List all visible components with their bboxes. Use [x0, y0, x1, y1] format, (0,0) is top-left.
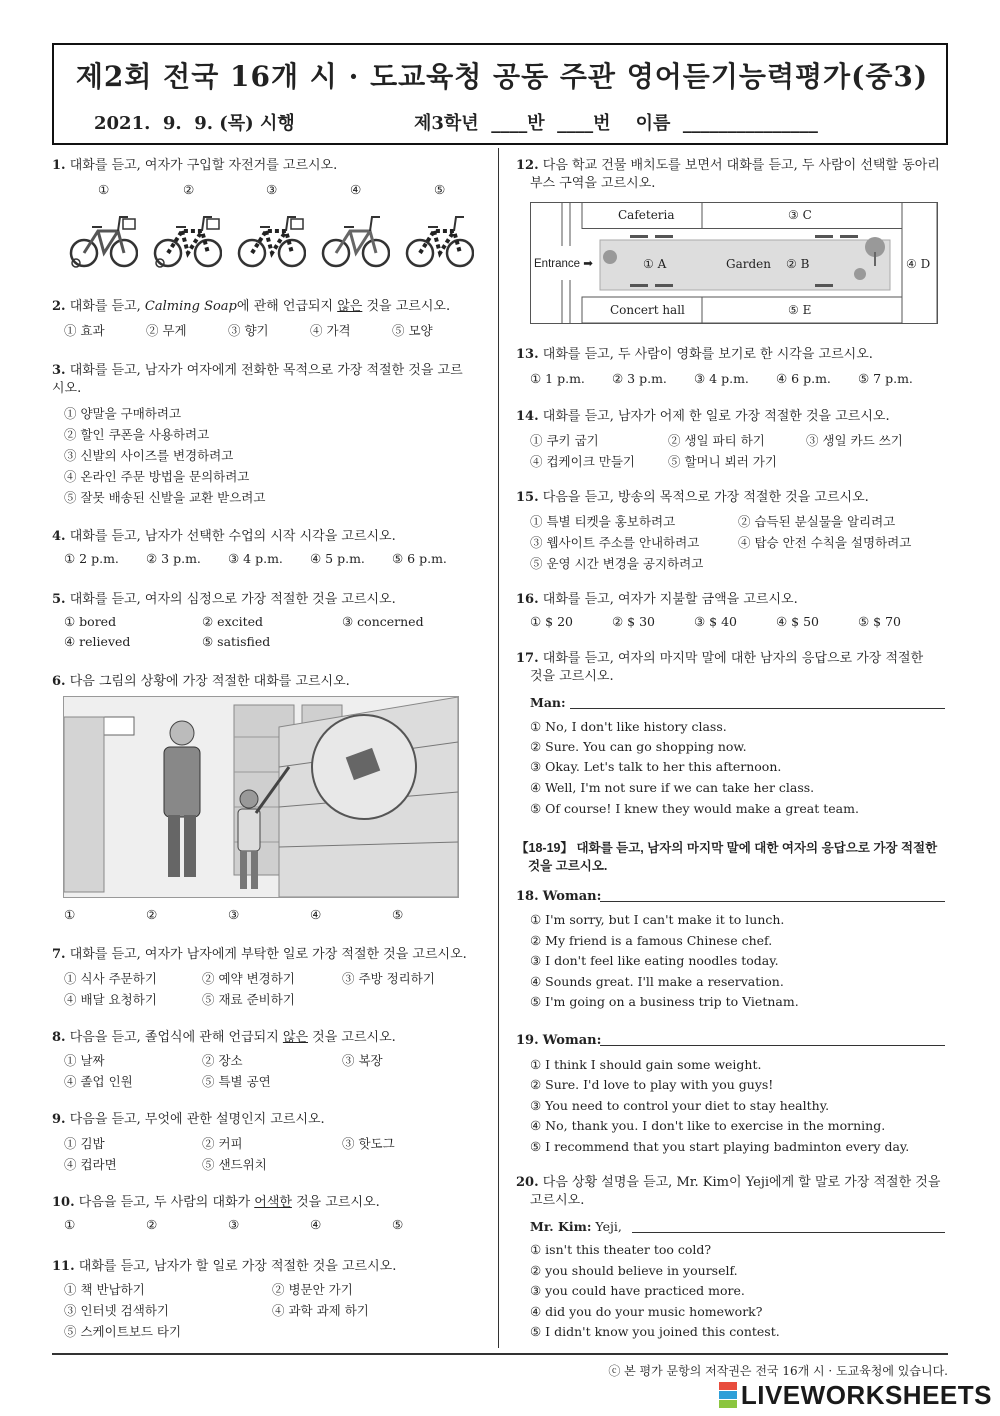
q9-option-5[interactable]: ⑤ 샌드위치	[202, 1157, 267, 1172]
map-option-a[interactable]: ① A	[643, 257, 667, 271]
q8-option-4[interactable]: ④ 졸업 인원	[64, 1074, 133, 1089]
q15-option-1[interactable]: ① 특별 티켓을 홍보하려고	[530, 514, 676, 529]
q2-option-1[interactable]: ① 효과	[64, 323, 105, 338]
q17-option-2[interactable]: ② Sure. You can go shopping now.	[530, 739, 747, 754]
question-number: 2.	[52, 299, 66, 314]
question-text: 다음을 듣고, 두 사람의 대화가	[78, 1195, 255, 1210]
q19-option-5[interactable]: ⑤ I recommend that you start playing badminton every day.	[530, 1139, 910, 1154]
q5-option-3[interactable]: ③ concerned	[342, 614, 424, 629]
q4-option-3[interactable]: ③ 4 p.m.	[228, 551, 283, 566]
q15-option-4[interactable]: ④ 탑승 안전 수칙을 설명하려고	[738, 535, 912, 550]
q3-option-5[interactable]: ⑤ 잘못 배송된 신발을 교환 받으려고	[64, 490, 266, 505]
q14-option-1[interactable]: ① 쿠키 굽기	[530, 433, 599, 448]
question-text: 다음 그림의 상황에 가장 적절한 대화를 고르시오.	[69, 674, 350, 689]
grade-class-name-line: 제3학년 ____반 ____번 이름 _______________	[414, 113, 818, 134]
question-number: 5.	[52, 592, 66, 607]
school-building-map	[530, 202, 938, 324]
map-garden-label: Garden	[726, 257, 771, 271]
question-number: 1.	[52, 158, 66, 173]
q9-option-1[interactable]: ① 김밥	[64, 1136, 105, 1151]
q15-option-5[interactable]: ⑤ 운영 시간 변경을 공지하려고	[530, 556, 704, 571]
q9-option-4[interactable]: ④ 컵라면	[64, 1157, 117, 1172]
q7-option-5[interactable]: ⑤ 재료 준비하기	[202, 992, 295, 1007]
page-title: 제2회 전국 16개 시 · 도교육청 공동 주관 영어듣기능력평가(중3)	[75, 60, 929, 93]
question-text-underlined: 어색한	[254, 1195, 292, 1210]
question-text: 시오.	[52, 381, 82, 396]
question-text: 다음 상황 설명을 듣고, Mr. Kim이 Yeji에게 할 말로 가장 적절한 것을	[542, 1175, 941, 1190]
question-12	[516, 157, 956, 193]
q3-option-3[interactable]: ③ 신발의 사이즈를 변경하려고	[64, 448, 234, 463]
question-4	[52, 528, 396, 546]
q17-speaker-label: Man:	[530, 695, 566, 710]
q6-option-3[interactable]: ③	[228, 907, 240, 922]
question-11	[52, 1258, 396, 1276]
q18-option-4[interactable]: ④ Sounds great. I'll make a reservation.	[530, 974, 784, 989]
q3-option-4[interactable]: ④ 온라인 주문 방법을 문의하려고	[64, 469, 250, 484]
liveworksheets-wordmark: LIVEWORKSHEETS	[740, 1380, 992, 1410]
q20-option-5[interactable]: ⑤ I didn't know you joined this contest.	[530, 1324, 780, 1339]
q8-option-5[interactable]: ⑤ 특별 공연	[202, 1074, 271, 1089]
q2-option-2[interactable]: ② 무게	[146, 323, 187, 338]
question-text: 대화를 듣고, 여자가 구입할 자전거를 고르시오.	[69, 158, 338, 173]
question-text: 대화를 듣고, 남자가 어제 한 일로 가장 적절한 것을 고르시오.	[542, 409, 890, 424]
question-number: 16.	[516, 592, 539, 607]
q19-option-3[interactable]: ③ You need to control your diet to stay healthy.	[530, 1098, 830, 1113]
q6-option-1[interactable]: ①	[64, 907, 76, 922]
bookstore-scene-illustration	[63, 696, 459, 898]
q1-option-5[interactable]: ⑤	[434, 182, 446, 197]
q4-option-1[interactable]: ① 2 p.m.	[64, 551, 119, 566]
question-18	[516, 888, 601, 906]
q5-option-1[interactable]: ① bored	[64, 614, 117, 629]
header-box	[52, 43, 948, 145]
map-entrance-label: Entrance ➡	[534, 258, 593, 270]
q5-option-5[interactable]: ⑤ satisfied	[202, 634, 271, 649]
question-number: 13.	[516, 347, 539, 362]
q4-option-2[interactable]: ② 3 p.m.	[146, 551, 201, 566]
q15-option-3[interactable]: ③ 웹사이트 주소를 안내하려고	[530, 535, 700, 550]
q4-option-4[interactable]: ④ 5 p.m.	[310, 551, 365, 566]
liveworksheets-logo[interactable]	[719, 1380, 992, 1411]
q19-answer-line[interactable]	[600, 1031, 945, 1046]
q7-option-2[interactable]: ② 예약 변경하기	[202, 971, 295, 986]
instruction-text: 【18-19】 대화를 듣고, 남자의 마지막 말에 대한 여자의 응답으로 가장 적절한	[516, 841, 938, 855]
q11-option-1[interactable]: ① 책 반납하기	[64, 1282, 145, 1297]
q1-option-3[interactable]: ③	[266, 182, 278, 197]
q11-option-2[interactable]: ② 병문안 가기	[272, 1282, 353, 1297]
q1-option-1[interactable]: ①	[98, 182, 110, 197]
question-8	[52, 1029, 396, 1047]
q8-option-2[interactable]: ② 장소	[202, 1053, 243, 1068]
q18-option-5[interactable]: ⑤ I'm going on a business trip to Vietnam.	[530, 994, 799, 1009]
q16-option-5[interactable]: ⑤ $ 70	[858, 614, 902, 629]
question-text: 다음을 듣고, 방송의 목적으로 가장 적절한 것을 고르시오.	[542, 490, 869, 505]
question-number: 3.	[52, 363, 66, 378]
q9-option-2[interactable]: ② 커피	[202, 1136, 243, 1151]
q16-option-3[interactable]: ③ $ 40	[694, 614, 738, 629]
speaker-label: Woman:	[542, 1033, 602, 1048]
bicycle-image-4	[320, 205, 390, 275]
q5-option-4[interactable]: ④ relieved	[64, 634, 131, 649]
question-9	[52, 1111, 325, 1129]
speaker-label: Mr. Kim:	[530, 1219, 592, 1234]
q3-option-1[interactable]: ① 양말을 구매하려고	[64, 406, 182, 421]
map-option-b[interactable]: ② B	[786, 257, 810, 271]
question-text: 대화를 듣고, 남자가 여자에게 전화한 목적으로 가장 적절한 것을 고르	[69, 363, 463, 378]
question-number: 6.	[52, 674, 66, 689]
q8-option-1[interactable]: ① 날짜	[64, 1053, 105, 1068]
q10-option-1[interactable]: ①	[64, 1217, 76, 1232]
question-number: 12.	[516, 158, 539, 173]
q10-option-3[interactable]: ③	[228, 1217, 240, 1232]
question-10	[52, 1194, 380, 1212]
question-20	[516, 1174, 956, 1210]
question-number: 8.	[52, 1030, 66, 1045]
question-number: 15.	[516, 490, 539, 505]
question-text-italic: Calming Soap	[144, 299, 237, 314]
q18-option-2[interactable]: ② My friend is a famous Chinese chef.	[530, 933, 773, 948]
question-number: 19.	[516, 1033, 539, 1048]
q14-option-4[interactable]: ④ 컵케이크 만들기	[530, 454, 635, 469]
question-number: 4.	[52, 529, 66, 544]
column-divider	[498, 148, 499, 1348]
q19-option-1[interactable]: ① I think I should gain some weight.	[530, 1057, 762, 1072]
q11-option-4[interactable]: ④ 과학 과제 하기	[272, 1303, 369, 1318]
bicycle-image-5	[404, 205, 474, 275]
q20-answer-line[interactable]	[632, 1218, 945, 1233]
q14-option-2[interactable]: ② 생일 파티 하기	[668, 433, 765, 448]
question-14	[516, 408, 890, 426]
question-text: 대화를 듣고,	[69, 299, 145, 314]
question-text: 대화를 듣고, 두 사람이 영화를 보기로 한 시각을 고르시오.	[542, 347, 873, 362]
q17-option-3[interactable]: ③ Okay. Let's talk to her this afternoon.	[530, 759, 782, 774]
question-text: 대화를 듣고, 여자가 남자에게 부탁한 일로 가장 적절한 것을 고르시오.	[69, 947, 467, 962]
map-option-e[interactable]: ⑤ E	[788, 303, 812, 317]
question-number: 18.	[516, 889, 539, 904]
q11-option-5[interactable]: ⑤ 스케이트보드 타기	[64, 1324, 182, 1339]
bicycle-image-2	[152, 205, 222, 275]
q15-option-2[interactable]: ② 습득된 분실물을 알리려고	[738, 514, 896, 529]
question-2	[52, 298, 450, 316]
q1-option-2[interactable]: ②	[183, 182, 195, 197]
question-text: 대화를 듣고, 여자의 마지막 말에 대한 남자의 응답으로 가장 적절한	[542, 651, 924, 666]
q20-option-2[interactable]: ② you should believe in yourself.	[530, 1263, 738, 1278]
q20-option-4[interactable]: ④ did you do your music homework?	[530, 1304, 763, 1319]
q13-option-1[interactable]: ① 1 p.m.	[530, 371, 585, 386]
copyright-notice: ⓒ 본 평가 문항의 저작권은 전국 16개 시 · 도교육청에 있습니다.	[608, 1364, 948, 1378]
q5-option-2[interactable]: ② excited	[202, 614, 264, 629]
q18-19-instruction	[516, 839, 956, 875]
map-option-d[interactable]: ④ D	[906, 257, 931, 271]
q17-answer-line[interactable]	[570, 694, 945, 709]
question-text: 것을 고르시오.	[362, 299, 451, 314]
q6-option-5[interactable]: ⑤	[392, 907, 404, 922]
question-number: 10.	[52, 1195, 75, 1210]
q20-option-3[interactable]: ③ you could have practiced more.	[530, 1283, 745, 1298]
question-19	[516, 1032, 601, 1050]
question-text: 대화를 듣고, 남자가 할 일로 가장 적절한 것을 고르시오.	[78, 1259, 397, 1274]
question-number: 9.	[52, 1112, 66, 1127]
question-5	[52, 591, 396, 609]
question-number: 11.	[52, 1259, 75, 1274]
q7-option-1[interactable]: ① 식사 주문하기	[64, 971, 157, 986]
question-text: 부스 구역을 고르시오.	[530, 176, 656, 191]
q16-option-1[interactable]: ① $ 20	[530, 614, 574, 629]
map-concert-hall-label: Concert hall	[610, 303, 685, 317]
question-text: 대화를 듣고, 여자의 심정으로 가장 적절한 것을 고르시오.	[69, 592, 396, 607]
q4-option-5[interactable]: ⑤ 6 p.m.	[392, 551, 447, 566]
q17-option-1[interactable]: ① No, I don't like history class.	[530, 719, 727, 734]
q6-option-2[interactable]: ②	[146, 907, 158, 922]
question-number: 7.	[52, 947, 66, 962]
q20-speaker	[530, 1219, 622, 1234]
q16-option-2[interactable]: ② $ 30	[612, 614, 656, 629]
q14-option-3[interactable]: ③ 생일 카드 쓰기	[806, 433, 903, 448]
q13-option-2[interactable]: ② 3 p.m.	[612, 371, 667, 386]
bicycle-image-1	[68, 205, 138, 275]
speaker-label: Woman:	[542, 889, 602, 904]
q16-option-4[interactable]: ④ $ 50	[776, 614, 820, 629]
question-text: 대화를 듣고, 남자가 선택한 수업의 시작 시각을 고르시오.	[69, 529, 396, 544]
question-number: 20.	[516, 1175, 539, 1190]
question-text: 것을 고르시오.	[308, 1030, 396, 1045]
q13-option-4[interactable]: ④ 6 p.m.	[776, 371, 831, 386]
question-text-underlined: 않은	[282, 1030, 309, 1045]
q10-option-4[interactable]: ④	[310, 1217, 322, 1232]
question-13	[516, 346, 873, 364]
question-number: 17.	[516, 651, 539, 666]
question-15	[516, 489, 869, 507]
q17-option-5[interactable]: ⑤ Of course! I knew they would make a great team.	[530, 801, 859, 816]
q20-option-1[interactable]: ① isn't this theater too cold?	[530, 1242, 712, 1257]
question-17	[516, 650, 956, 686]
q18-answer-line[interactable]	[600, 887, 945, 902]
question-text: 에 관해 언급되지	[236, 299, 338, 314]
question-text-underlined: 않은	[337, 299, 363, 314]
question-text: 대화를 듣고, 여자가 지불할 금액을 고르시오.	[542, 592, 798, 607]
q6-option-4[interactable]: ④	[310, 907, 322, 922]
question-text: 다음을 듣고, 무엇에 관한 설명인지 고르시오.	[69, 1112, 325, 1127]
q8-option-3[interactable]: ③ 복장	[342, 1053, 383, 1068]
instruction-text: 것을 고르시오.	[528, 859, 608, 873]
q18-option-3[interactable]: ③ I don't feel like eating noodles today.	[530, 953, 779, 968]
q1-option-4[interactable]: ④	[350, 182, 362, 197]
speaker-tail: Yeji,	[595, 1219, 622, 1234]
q13-option-3[interactable]: ③ 4 p.m.	[694, 371, 749, 386]
q2-option-5[interactable]: ⑤ 모양	[392, 323, 433, 338]
question-text: 다음 학교 건물 배치도를 보면서 대화를 듣고, 두 사람이 선택할 동아리	[542, 158, 940, 173]
q2-option-3[interactable]: ③ 향기	[228, 323, 269, 338]
q11-option-3[interactable]: ③ 인터넷 검색하기	[64, 1303, 169, 1318]
question-text: 것을 고르시오.	[291, 1195, 380, 1210]
q14-option-5[interactable]: ⑤ 할머니 뵈러 가기	[668, 454, 777, 469]
question-16	[516, 591, 798, 609]
question-6	[52, 673, 350, 691]
question-3	[52, 362, 492, 398]
map-cafeteria-label: Cafeteria	[618, 208, 675, 222]
bicycle-image-3	[236, 205, 306, 275]
question-7	[52, 946, 467, 964]
q7-option-3[interactable]: ③ 주방 정리하기	[342, 971, 435, 986]
question-1	[52, 157, 337, 175]
q3-option-2[interactable]: ② 할인 쿠폰을 사용하려고	[64, 427, 210, 442]
q18-option-1[interactable]: ① I'm sorry, but I can't make it to lunch.	[530, 912, 785, 927]
liveworksheets-mark-icon	[719, 1382, 737, 1408]
bottom-rule	[52, 1353, 948, 1355]
question-number: 14.	[516, 409, 539, 424]
q13-option-5[interactable]: ⑤ 7 p.m.	[858, 371, 913, 386]
q19-option-4[interactable]: ④ No, thank you. I don't like to exercise in the morning.	[530, 1118, 886, 1133]
q10-option-5[interactable]: ⑤	[392, 1217, 404, 1232]
question-text: 고르시오.	[530, 1193, 585, 1208]
q17-option-4[interactable]: ④ Well, I'm not sure if we can take her class.	[530, 780, 815, 795]
q7-option-4[interactable]: ④ 배달 요청하기	[64, 992, 157, 1007]
q2-option-4[interactable]: ④ 가격	[310, 323, 351, 338]
exam-date: 2021. 9. 9. (목) 시행	[94, 113, 295, 134]
question-text: 다음을 듣고, 졸업식에 관해 언급되지	[69, 1030, 283, 1045]
map-option-c[interactable]: ③ C	[788, 208, 812, 222]
question-text: 것을 고르시오.	[530, 669, 614, 684]
q9-option-3[interactable]: ③ 핫도그	[342, 1136, 395, 1151]
q19-option-2[interactable]: ② Sure. I'd love to play with you guys!	[530, 1077, 774, 1092]
q10-option-2[interactable]: ②	[146, 1217, 158, 1232]
